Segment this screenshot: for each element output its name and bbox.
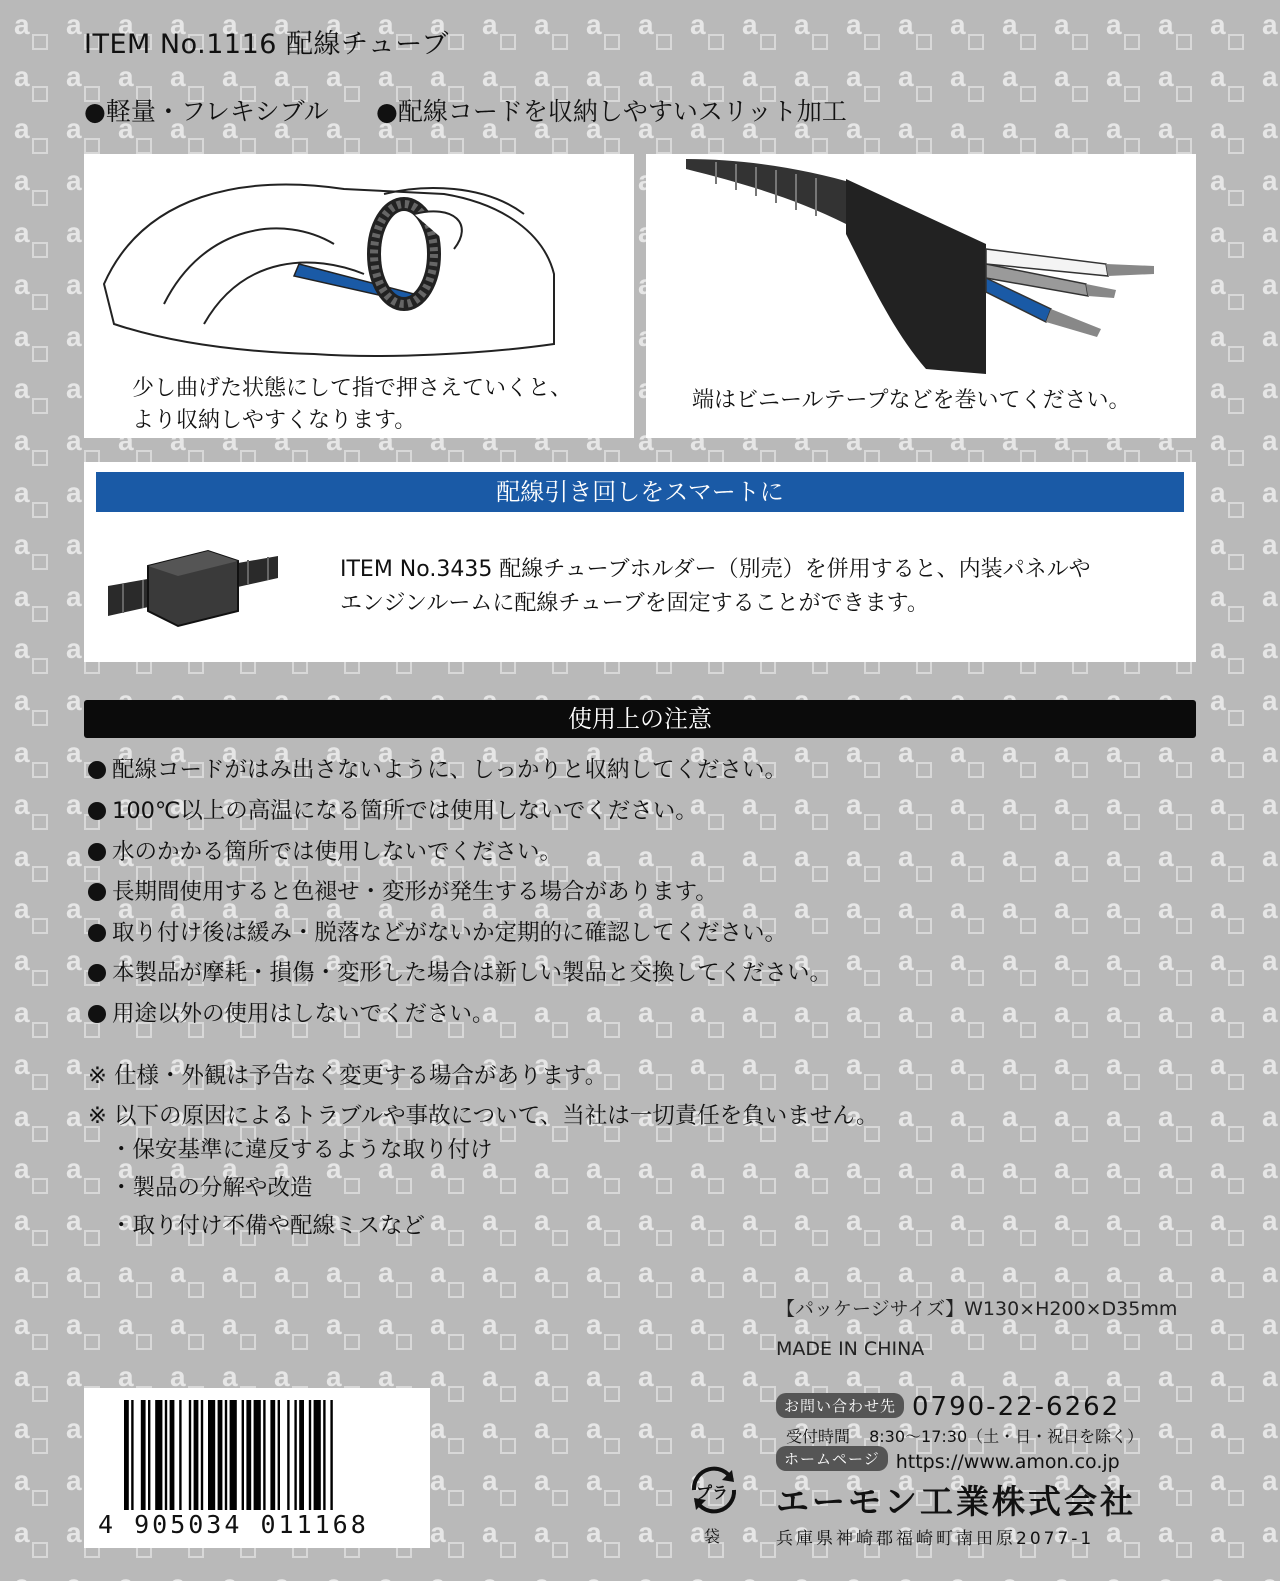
bullet-icon: [88, 802, 106, 820]
barcode-bar: [131, 1400, 133, 1510]
company-address: 兵庫県神崎郡福崎町南田原2077-1: [776, 1529, 1095, 1549]
recycle-sub: 袋: [704, 1527, 721, 1546]
barcode-bar: [309, 1400, 311, 1510]
caution-item: 本製品が摩耗・損傷・変形した場合は新しい製品と交換してください。: [88, 955, 832, 987]
barcode-bar: [170, 1400, 175, 1510]
caution-item: 配線コードがはみ出さないように、しっかりと収納してください。: [88, 752, 787, 784]
barcode-bar: [263, 1400, 265, 1510]
barcode-bar: [230, 1400, 237, 1510]
company-name: エーモン工業株式会社: [776, 1482, 1136, 1521]
caution-heading: 使用上の注意: [84, 700, 1196, 738]
smart-routing-text-1: ITEM No.3435 配線チューブホルダー（別売）を併用すると、内装パネルや: [340, 557, 1091, 582]
barcode-bar: [165, 1400, 167, 1510]
left-caption-1: 少し曲げた状態にして指で押さえていくと、: [132, 376, 573, 401]
barcode-bar: [179, 1400, 181, 1510]
barcode-bar: [194, 1400, 199, 1510]
barcode-bar: [254, 1400, 261, 1510]
tube-holder-illustration: [98, 516, 298, 646]
remark-spec-change: ※ 仕様・外観は予告なく変更する場合があります。: [88, 1063, 608, 1089]
barcode-bar: [330, 1400, 332, 1510]
barcode-bar: [189, 1400, 191, 1510]
remark-disclaimer: ※ 以下の原因によるトラブルや事故について、当社は一切責任を負いません。: [88, 1103, 879, 1129]
right-caption: 端はビニールテープなどを巻いてください。: [692, 388, 1131, 413]
disclaimer-item: ・取り付け不備や配線ミスなど: [110, 1213, 426, 1239]
bullet-icon: [88, 843, 106, 861]
hours-label: 受付時間: [786, 1427, 851, 1446]
caution-item: 長期間使用すると色褪せ・変形が発生する場合があります。: [88, 874, 718, 906]
right-illustration-panel: [646, 154, 1196, 438]
inquiry-line: [776, 1392, 1120, 1422]
hours: 8:30〜17:30（土・日・祝日を除く）: [869, 1427, 1144, 1446]
caution-item: 用途以外の使用はしないでください。: [88, 996, 495, 1028]
phone-number: 0790-22-6262: [912, 1392, 1121, 1422]
barcode-bar: [124, 1400, 129, 1510]
barcode-bar: [270, 1400, 275, 1510]
item-title: ITEM No.1116 配線チューブ: [84, 29, 449, 60]
barcode-bar: [208, 1400, 215, 1510]
homepage-line: [776, 1446, 1120, 1473]
feature-slit: ●配線コードを収納しやすいスリット加工: [376, 97, 847, 126]
barcode-bar: [225, 1400, 227, 1510]
barcode-number: 4 905034 011168: [98, 1510, 369, 1539]
barcode-bar: [242, 1400, 244, 1510]
barcode-bar: [299, 1400, 304, 1510]
hours-line: [786, 1424, 1143, 1447]
homepage-url[interactable]: https://www.amon.co.jp: [895, 1451, 1120, 1473]
caution-item: 100℃以上の高温になる箇所では使用しないでください。: [88, 793, 698, 825]
barcode-bar: [246, 1400, 251, 1510]
barcode-bar: [201, 1400, 203, 1510]
package-size: 【パッケージサイズ】W130×H200×D35mm: [776, 1298, 1178, 1320]
caution-item: 取り付け後は緩み・脱落などがないか定期的に確認してください。: [88, 915, 787, 947]
origin: MADE IN CHINA: [776, 1338, 925, 1360]
homepage-label: ホームページ: [776, 1446, 888, 1471]
barcode-bar: [323, 1400, 325, 1510]
barcode-bar: [148, 1400, 150, 1510]
feature-lightweight: ●軽量・フレキシブル: [84, 97, 329, 126]
hand-tube-illustration: [84, 154, 634, 374]
left-caption-2: より収納しやすくなります。: [132, 408, 417, 433]
smart-routing-panel: [84, 462, 1196, 662]
disclaimer-item: ・製品の分解や改造: [110, 1175, 313, 1201]
bullet-icon: [88, 964, 106, 982]
inquiry-label: お問い合わせ先: [776, 1393, 904, 1418]
barcode-bar: [141, 1400, 146, 1510]
caution-item: 水のかかる箇所では使用しないでください。: [88, 834, 562, 866]
barcode: [84, 1388, 430, 1548]
bullet-icon: [88, 1005, 106, 1023]
recycle-mark: [684, 1460, 744, 1560]
taped-tube-illustration: [646, 154, 1196, 374]
left-illustration-panel: [84, 154, 634, 438]
barcode-bar: [278, 1400, 280, 1510]
disclaimer-item: ・保安基準に違反するような取り付け: [110, 1137, 493, 1163]
bullet-icon: [88, 883, 106, 901]
bullet-icon: [88, 761, 106, 779]
smart-routing-heading: 配線引き回しをスマートに: [96, 472, 1184, 512]
recycle-label: プラ: [696, 1483, 729, 1502]
barcode-bar: [218, 1400, 223, 1510]
barcode-bar: [287, 1400, 289, 1510]
barcode-bar: [314, 1400, 321, 1510]
barcode-bars: [124, 1400, 404, 1515]
barcode-bar: [294, 1400, 296, 1510]
smart-routing-text-2: エンジンルームに配線チューブを固定することができます。: [340, 591, 929, 616]
bullet-icon: [88, 924, 106, 942]
barcode-bar: [155, 1400, 162, 1510]
